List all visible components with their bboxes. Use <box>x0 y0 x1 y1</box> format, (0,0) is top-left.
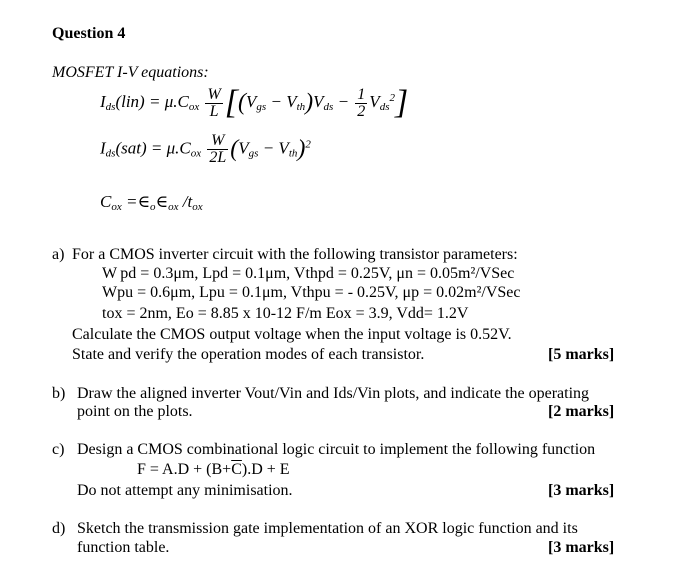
part-c-label: c) <box>52 441 65 458</box>
part-d-marks: [3 marks] <box>548 539 615 556</box>
part-c-line-1: Design a CMOS combinational logic circuit to implement the following function <box>77 441 596 458</box>
part-a-marks: [5 marks] <box>548 346 615 363</box>
part-b-line-1: Draw the aligned inverter Vout/Vin and Ids/Vin plots, and indicate the operating <box>77 385 590 402</box>
part-a-state: State and verify the operation modes of each transistor. <box>72 346 425 363</box>
part-a-intro: For a CMOS inverter circuit with the following transistor parameters: <box>72 246 518 263</box>
eq-saturation: $I_{ds}(sat) = \mu.C_{ox}$ $\frac{W}{2L}$ $(V_{gs} - V_{th})^2$ <box>100 132 311 166</box>
part-d-line-1: Sketch the transmission gate implementation of an XOR logic function and its <box>77 520 578 537</box>
part-c-function: $F = A.D + (B+\overline{C}).D + E$ <box>137 461 290 478</box>
part-d-label: d) <box>52 520 66 537</box>
eq-cox: $C_{ox}$ $=\in_o\in_{ox}$ $/t_{ox}$ <box>100 192 203 213</box>
part-b-marks: [2 marks] <box>548 403 615 420</box>
part-b-line-2: point on the plots. <box>77 403 193 420</box>
part-a-params-1: W pd = 0.3μm, Lpd = 0.1μm, Vthpd = 0.25V, μn = 0.05m²/VSec <box>102 265 515 282</box>
part-d-line-2: function table. <box>77 539 170 556</box>
question-heading: Question 4 <box>52 25 126 42</box>
eq-linear: $I_{ds}(lin) = \mu.C_{ox}$ $\frac{W}{L}$ [$(V_{gs} - V_{th})V_{ds}$ − $\frac{1}{2}$ $V_{ds}^2$] <box>100 84 409 121</box>
part-c-marks: [3 marks] <box>548 482 615 499</box>
part-a-params-2: Wpu = 0.6μm, Lpu = 0.1μm, Vthpu = - 0.25V, μp = 0.02m²/VSec <box>102 284 521 301</box>
part-c-line-3: Do not attempt any minimisation. <box>77 482 293 499</box>
part-a-params-3: tox = 2nm, Eo = 8.85 x 10-12 F/m Eox = 3.9, Vdd= 1.2V <box>102 305 469 322</box>
part-b-label: b) <box>52 385 66 402</box>
part-a-label: a) <box>52 246 65 263</box>
equations-title: MOSFET I-V equations: <box>52 64 209 81</box>
part-a-calc: Calculate the CMOS output voltage when the input voltage is 0.52V. <box>72 326 512 343</box>
